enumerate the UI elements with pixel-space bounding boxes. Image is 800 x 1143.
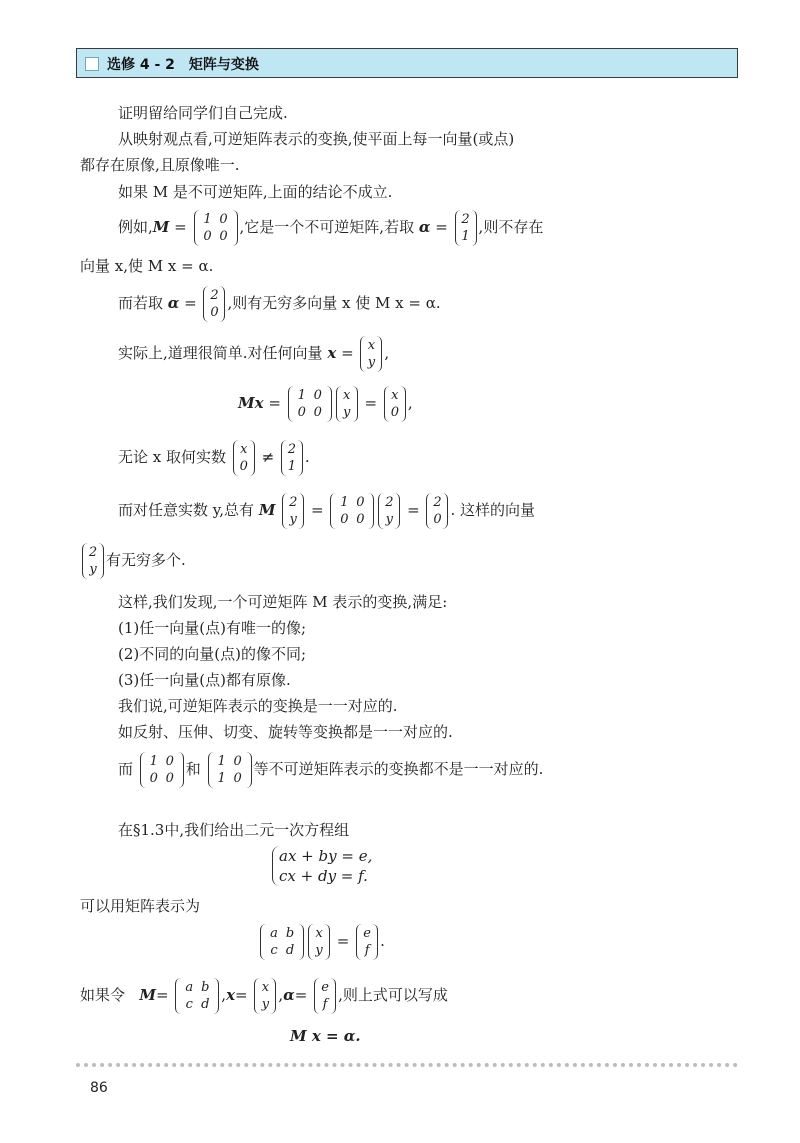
infinite-line: 2 y 有无穷多个. [80, 543, 186, 579]
text-line-21: 可以用矩阵表示为 [80, 897, 201, 915]
equation-system [272, 846, 372, 886]
vector-x-0: x 0 [384, 386, 406, 422]
final-equation: M x = α. [290, 1027, 361, 1045]
vector-def-line: 实际上,道理很简单.对任何向量 x = x y , [118, 338, 390, 370]
matrix-abcd-b: a b c d [175, 978, 219, 1014]
property-1: (1)任一向量(点)有唯一的像; [118, 619, 307, 637]
matrix-1000-c: 1 0 0 0 [330, 493, 374, 529]
chapter-title [107, 54, 259, 74]
course-label: 选修 4 - 2 [107, 57, 175, 73]
page-number: 86 [90, 1080, 108, 1096]
vector-2-1-b: 2 1 [281, 440, 303, 476]
neq-line: 无论 x 取何实数 x 0 ≠ 2 1 . [118, 442, 310, 474]
mx-equation: Mx = 1 0 0 0 x y = x 0 , [238, 388, 413, 420]
equation-2: cx + dy = f. [279, 867, 368, 885]
text-line-1: 证明留给同学们自己完成. [118, 104, 288, 122]
text-line-13: 这样,我们发现,一个可逆矩阵 M 表示的变换,满足: [118, 593, 448, 611]
vector-2-1: 2 1 [455, 210, 477, 246]
matrix-1000-d: 1 0 0 0 [140, 752, 184, 788]
vector-e-f: e f [356, 924, 378, 960]
text-line-18: 如反射、压伸、切变、旋转等变换都是一一对应的. [118, 723, 453, 741]
text-line-2: 从映射观点看,可逆矩阵表示的变换,使平面上每一向量(或点) [118, 130, 515, 148]
matrix-1010: 1 0 1 0 [208, 752, 252, 788]
matrix-abcd: a b c d [260, 924, 304, 960]
header-square-icon [85, 57, 99, 71]
matrix-equation: a b c d x y = e f . [258, 924, 385, 960]
vector-2-0-b: 2 0 [426, 493, 448, 529]
alpha-line: 而若取 α = 2 0 ,则有无穷多向量 x 使 M x = α. [118, 288, 441, 320]
vector-x-y-b: x y [336, 386, 358, 422]
non-invertible-line: 而 1 0 0 0 和 1 0 1 0 等不可逆矩阵表示的变换都不是一一对应的. [118, 754, 544, 786]
text-line-3: 都存在原像,且原像唯一. [80, 156, 240, 174]
example-line: 例如,M = 1 0 0 0 ,它是一个不可逆矩阵,若取 α = 2 1 ,则不存在 [118, 212, 544, 244]
vector-x-y-c: x y [308, 924, 330, 960]
text-line-4: 如果 M 是不可逆矩阵,上面的结论不成立. [118, 183, 393, 201]
chapter-header-bar [76, 48, 738, 78]
vector-2-y: 2 y [282, 493, 304, 529]
any-y-line: 而对任意实数 y,总有 M 2 y = 1 0 0 0 2 y = 2 0 . 这样的向量 [118, 495, 536, 527]
vector-x-0-b: x 0 [233, 440, 255, 476]
vector-x-y-d: x y [254, 978, 276, 1014]
footer-divider [76, 1063, 738, 1067]
vector-2-0: 2 0 [203, 286, 225, 322]
equation-1: ax + by = e, [279, 847, 373, 865]
vector-e-f-b: e f [314, 978, 336, 1014]
text-line-6: 向量 x,使 M x = α. [80, 257, 214, 275]
equation-brace [272, 846, 372, 886]
vector-2-y-c: 2 y [82, 543, 104, 579]
chapter-name: 矩阵与变换 [188, 57, 259, 73]
vector-2-y-b: 2 y [378, 493, 400, 529]
matrix-1000: 1 0 0 0 [194, 210, 238, 246]
text-line-20: 在§1.3中,我们给出二元一次方程组 [118, 821, 350, 839]
vector-x-y: x y [360, 336, 382, 372]
text-line-17: 我们说,可逆矩阵表示的变换是一一对应的. [118, 697, 398, 715]
property-3: (3)任一向量(点)都有原像. [118, 671, 291, 689]
definitions-line: 如果令 M= a b c d ,x= x y ,α= e f ,则上式可以写成 [80, 980, 448, 1012]
property-2: (2)不同的向量(点)的像不同; [118, 645, 307, 663]
matrix-1000-b: 1 0 0 0 [288, 386, 332, 422]
